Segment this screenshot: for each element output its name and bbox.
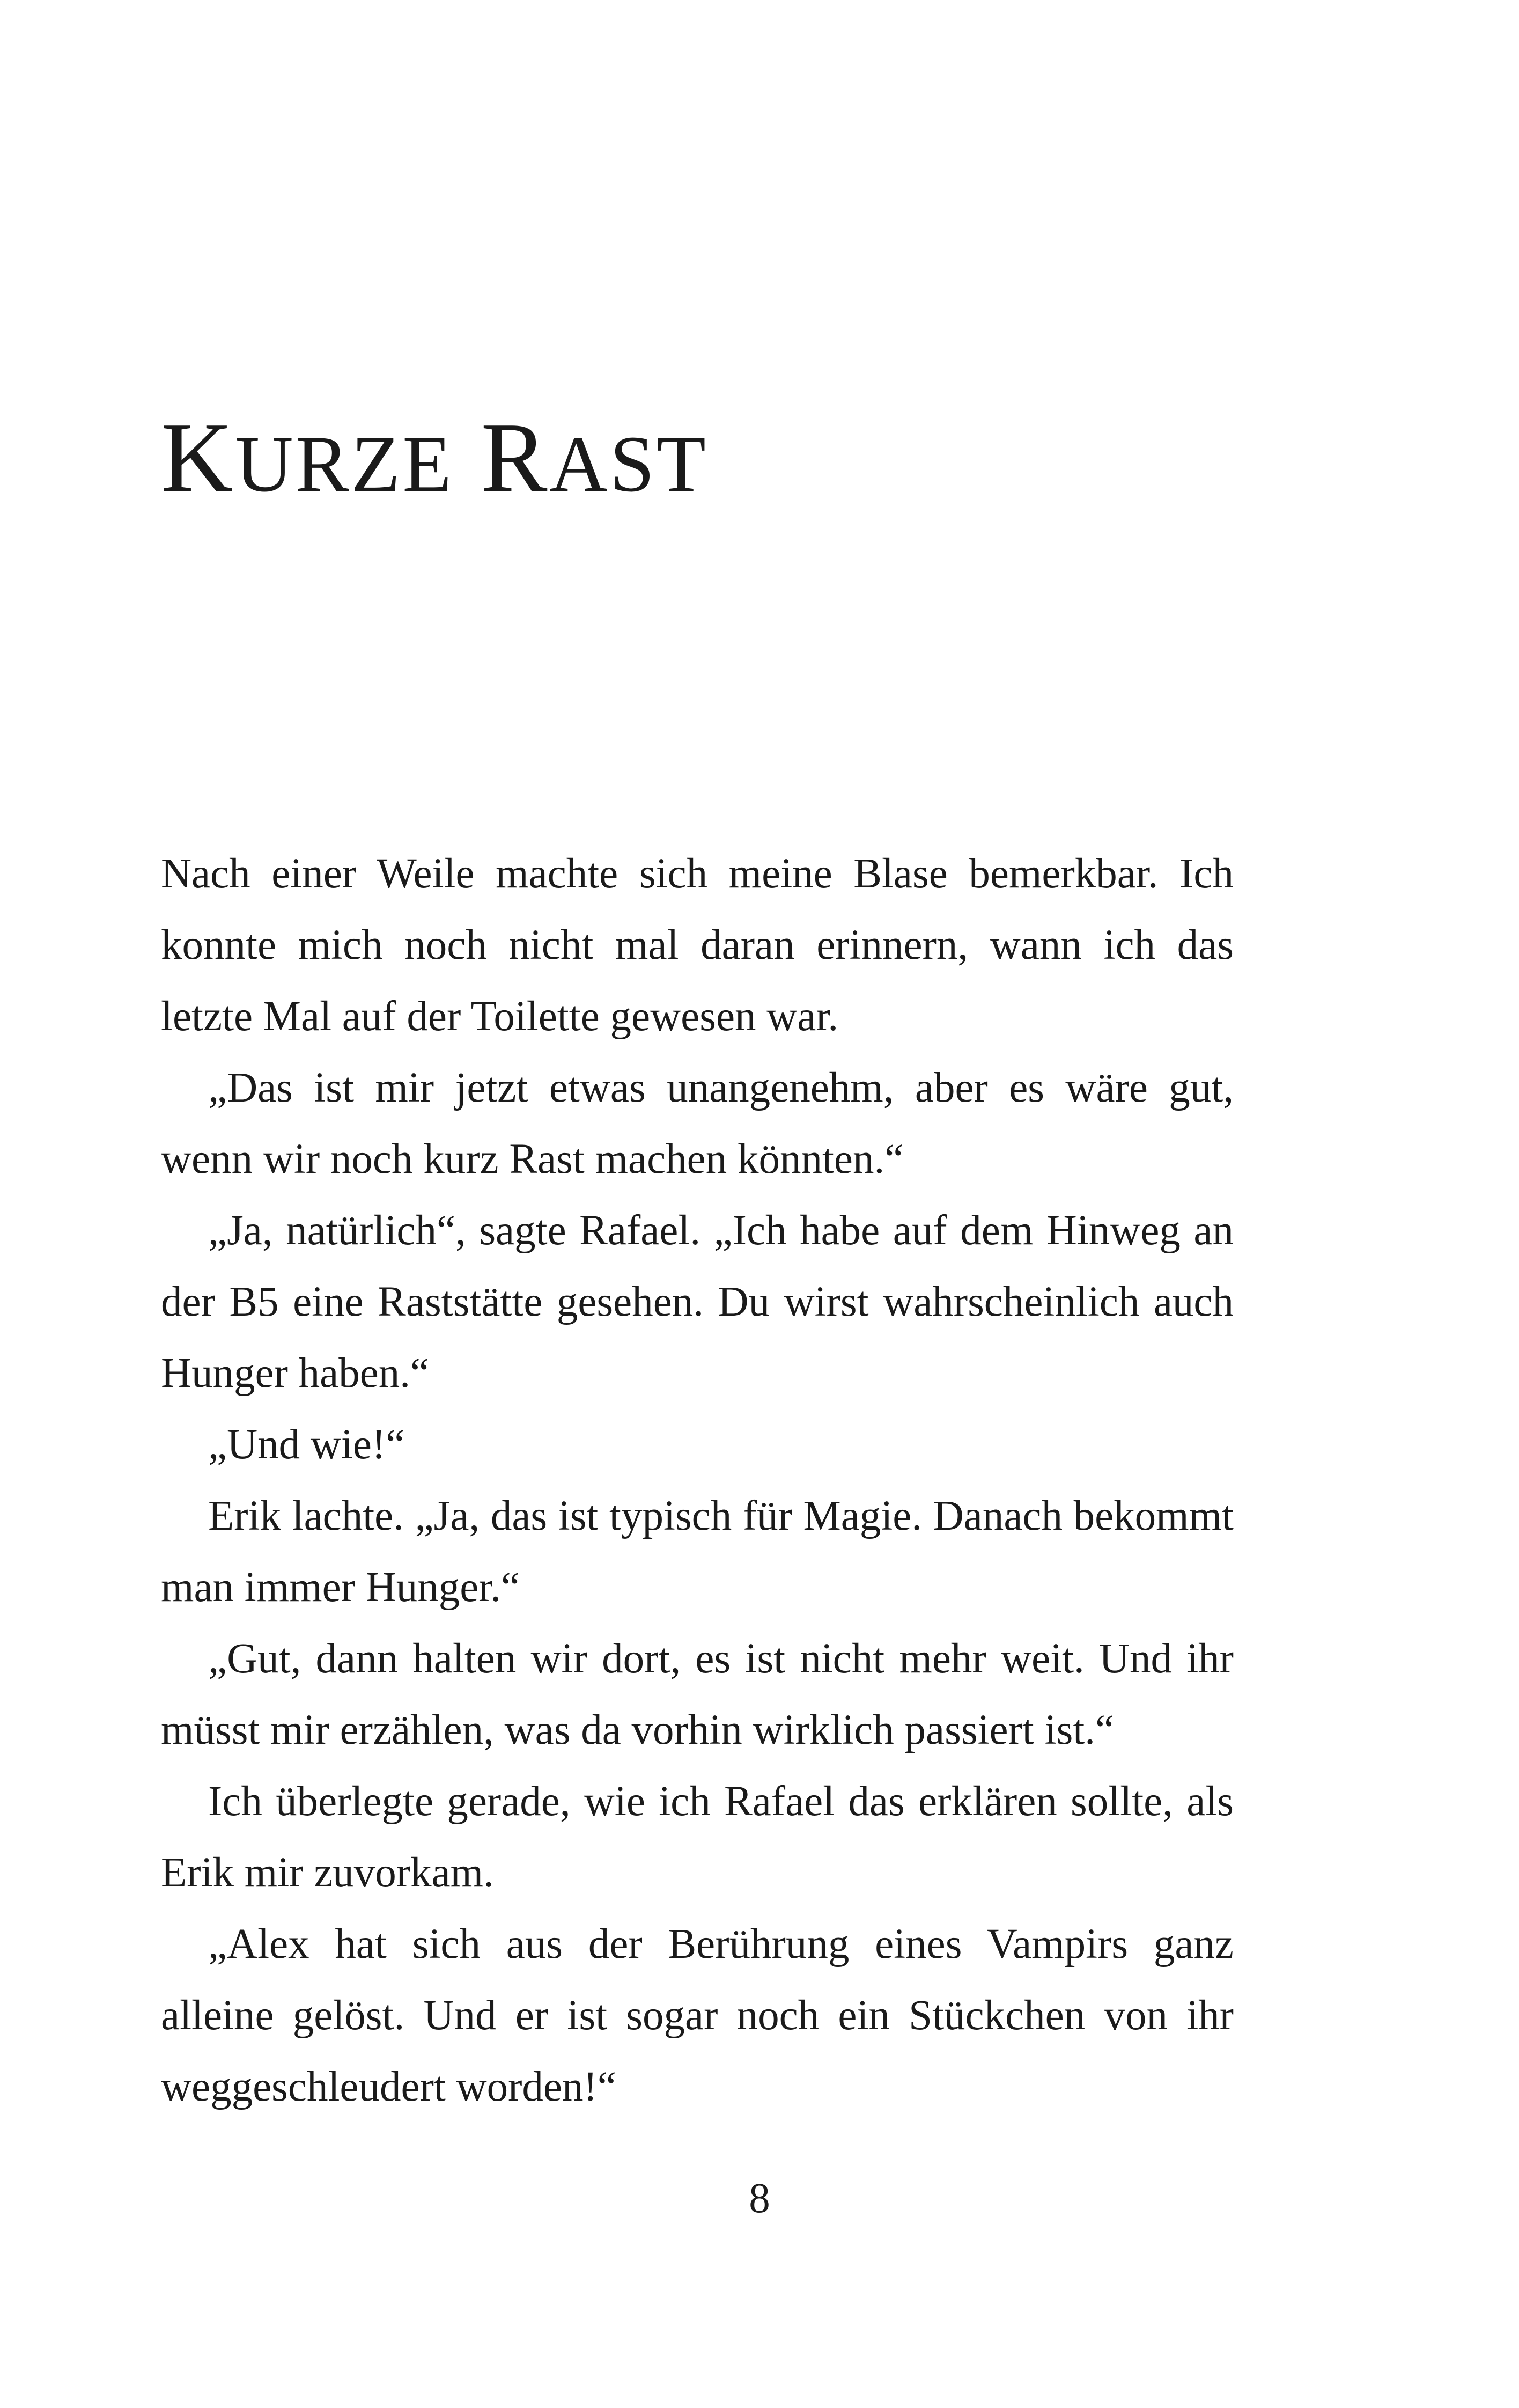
chapter-title — [161, 402, 708, 513]
paragraph: Ich überlegte gerade, wie ich Rafael das erklären sollte, als Erik mir zuvorkam. — [161, 1778, 1234, 1896]
chapter-title-word-urze: URZE — [235, 420, 454, 509]
paragraph: „Ja, natürlich“, sagte Rafael. „Ich habe auf dem Hinweg an der B5 eine Raststätte gesehen. Du wirst wahrscheinlich auch Hunger haben.“ — [161, 1207, 1234, 1397]
paragraph: „Das ist mir jetzt etwas unangenehm, aber es wäre gut, wenn wir noch kurz Rast machen könnten.“ — [161, 1064, 1234, 1183]
paragraph: „Alex hat sich aus der Berührung eines Vampirs ganz alleine gelöst. Und er ist sogar noch ein Stückchen von ihr weggeschleudert worden!“ — [161, 1921, 1234, 2110]
paragraph: Erik lachte. „Ja, das ist typisch für Magie. Danach bekommt man immer Hunger.“ — [161, 1493, 1234, 1611]
paragraph: Nach einer Weile machte sich meine Blase bemerkbar. Ich konnte mich noch nicht mal daran erinnern, wann ich das letzte Mal auf der Toilette gewesen war. — [161, 850, 1234, 1040]
chapter-title-initial-r: R — [481, 402, 550, 513]
chapter-title-word-ast: AST — [549, 420, 708, 509]
chapter-body — [161, 838, 1234, 2123]
paragraph: „Gut, dann halten wir dort, es ist nicht mehr weit. Und ihr müsst mir erzählen, was da vorhin wirklich passiert ist.“ — [161, 1635, 1234, 1753]
chapter-title-initial-k: K — [161, 402, 235, 513]
paragraph: „Und wie!“ — [208, 1421, 405, 1468]
page-number: 8 — [749, 2175, 770, 2222]
